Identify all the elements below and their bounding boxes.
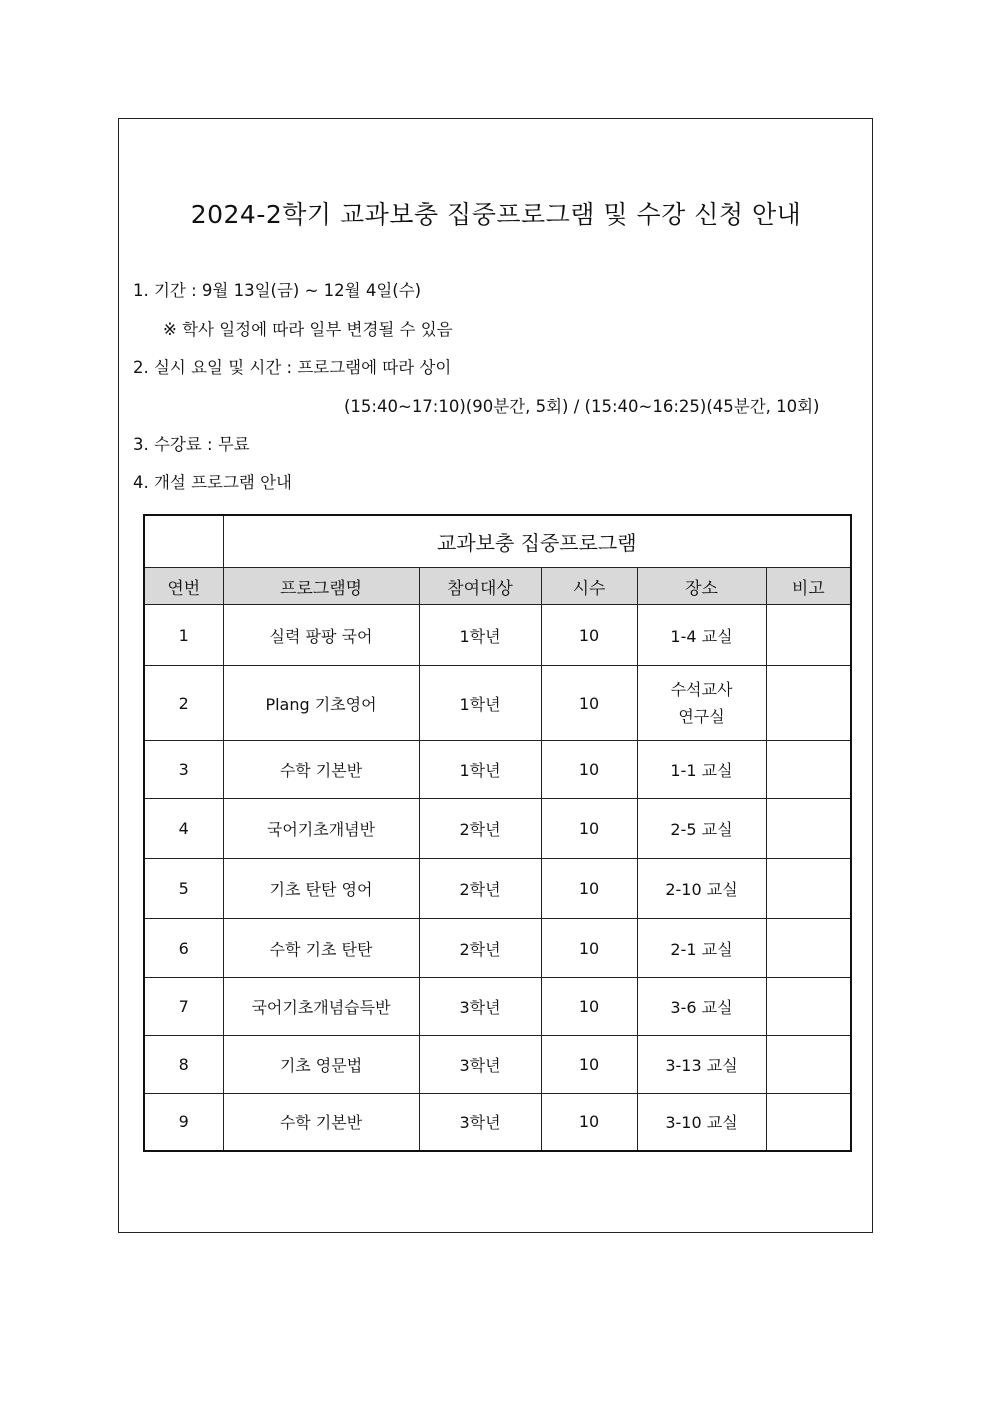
table-row (144, 799, 851, 859)
cell-target: 3학년 (419, 1036, 541, 1094)
cell-hours: 10 (541, 666, 637, 741)
schedule-note-line: ※ 학사 일정에 따라 일부 변경될 수 있음 (163, 320, 453, 339)
table-row (144, 859, 851, 919)
cell-no: 6 (144, 919, 223, 978)
cell-note (766, 799, 851, 859)
programs-line: 4. 개설 프로그램 안내 (133, 473, 292, 492)
document-title: 2024-2학기 교과보충 집중프로그램 및 수강 신청 안내 (190, 200, 802, 229)
cell-no: 8 (144, 1036, 223, 1094)
cell-name: 국어기초개념습득반 (223, 978, 419, 1036)
header-name: 프로그램명 (223, 568, 419, 605)
cell-name: 수학 기본반 (223, 1094, 419, 1151)
cell-no: 5 (144, 859, 223, 919)
cell-no: 4 (144, 799, 223, 859)
period-line: 1. 기간 : 9월 13일(금) ~ 12월 4일(수) (133, 281, 422, 300)
cell-target: 2학년 (419, 919, 541, 978)
cell-place: 3-10 교실 (637, 1094, 766, 1151)
cell-hours: 10 (541, 1094, 637, 1151)
cell-no: 3 (144, 741, 223, 799)
schedule-line: 2. 실시 요일 및 시간 : 프로그램에 따라 상이 (133, 358, 452, 377)
cell-note (766, 605, 851, 666)
cell-hours: 10 (541, 741, 637, 799)
table-row (144, 919, 851, 978)
cell-place: 2-10 교실 (637, 859, 766, 919)
fee-line: 3. 수강료 : 무료 (133, 435, 250, 454)
table-row (144, 1094, 851, 1151)
cell-no: 7 (144, 978, 223, 1036)
cell-place-line-2: 연구실 (678, 707, 725, 726)
cell-note (766, 666, 851, 741)
cell-note (766, 919, 851, 978)
cell-target: 1학년 (419, 741, 541, 799)
cell-target: 2학년 (419, 799, 541, 859)
cell-note (766, 1094, 851, 1151)
header-target: 참여대상 (419, 568, 541, 605)
cell-note (766, 859, 851, 919)
cell-name: 국어기초개념반 (223, 799, 419, 859)
cell-note (766, 978, 851, 1036)
cell-name: 기초 영문법 (223, 1036, 419, 1094)
cell-place: 3-13 교실 (637, 1036, 766, 1094)
cell-target: 3학년 (419, 1094, 541, 1151)
cell-no: 9 (144, 1094, 223, 1151)
cell-place: 2-1 교실 (637, 919, 766, 978)
cell-hours: 10 (541, 799, 637, 859)
cell-hours: 10 (541, 859, 637, 919)
cell-target: 2학년 (419, 859, 541, 919)
cell-place: 3-6 교실 (637, 978, 766, 1036)
table-row (144, 1036, 851, 1094)
table-row (144, 666, 851, 741)
cell-target: 1학년 (419, 605, 541, 666)
cell-note (766, 1036, 851, 1094)
table-title-row (144, 515, 851, 568)
cell-name: Plang 기초영어 (223, 666, 419, 741)
table-title: 교과보충 집중프로그램 (223, 515, 851, 568)
cell-no: 2 (144, 666, 223, 741)
program-table (143, 514, 852, 1152)
cell-note (766, 741, 851, 799)
header-place: 장소 (637, 568, 766, 605)
cell-place: 1-1 교실 (637, 741, 766, 799)
cell-name: 실력 팡팡 국어 (223, 605, 419, 666)
cell-name: 수학 기본반 (223, 741, 419, 799)
cell-place-line-1: 수석교사 (670, 680, 733, 699)
table-row (144, 978, 851, 1036)
cell-place: 1-4 교실 (637, 605, 766, 666)
header-no: 연번 (144, 568, 223, 605)
cell-target: 3학년 (419, 978, 541, 1036)
cell-hours: 10 (541, 919, 637, 978)
cell-name: 수학 기초 탄탄 (223, 919, 419, 978)
cell-place: 2-5 교실 (637, 799, 766, 859)
cell-place (637, 666, 766, 741)
cell-hours: 10 (541, 605, 637, 666)
cell-hours: 10 (541, 1036, 637, 1094)
header-hours: 시수 (541, 568, 637, 605)
table-row (144, 605, 851, 666)
cell-name: 기초 탄탄 영어 (223, 859, 419, 919)
table-title-blank-cell (144, 515, 223, 568)
cell-target: 1학년 (419, 666, 541, 741)
table-row (144, 741, 851, 799)
cell-no: 1 (144, 605, 223, 666)
table-header-row (144, 568, 851, 605)
header-note: 비고 (766, 568, 851, 605)
cell-hours: 10 (541, 978, 637, 1036)
times-line: (15:40~17:10)(90분간, 5회) / (15:40~16:25)(45분간, 10회) (344, 397, 820, 416)
